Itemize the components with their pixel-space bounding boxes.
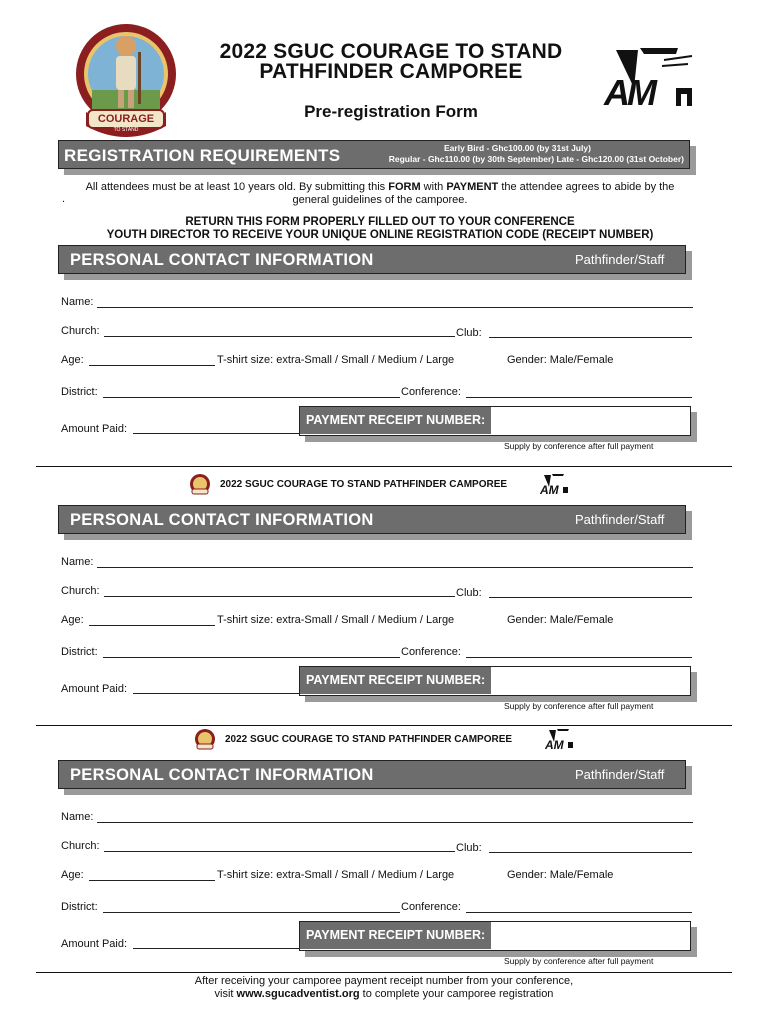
age-field-1[interactable]	[89, 365, 215, 366]
requirements-title: REGISTRATION REQUIREMENTS	[64, 146, 341, 165]
mini-am-logo-icon	[540, 473, 570, 495]
supply-note: Supply by conference after full payment	[504, 701, 654, 711]
am-logo	[604, 44, 698, 112]
conference-field-1[interactable]	[466, 397, 692, 398]
conference-field-3[interactable]	[466, 912, 692, 913]
tshirt-size-options-1[interactable]: T-shirt size: extra-Small / Small / Medium / Large	[217, 354, 455, 366]
name-label: Name:	[61, 296, 94, 308]
club-label: Club:	[456, 327, 482, 339]
amount-paid-label: Amount Paid:	[61, 938, 128, 950]
conference-label: Conference:	[401, 901, 461, 913]
section-role: Pathfinder/Staff	[575, 252, 665, 267]
district-field-1[interactable]	[103, 397, 400, 398]
name-label: Name:	[61, 556, 94, 568]
amount-paid-field-2[interactable]	[133, 693, 299, 694]
tshirt-size-options-3[interactable]: T-shirt size: extra-Small / Small / Medium / Large	[217, 869, 455, 881]
logo-subtext: TO STAND	[113, 127, 139, 133]
district-label: District:	[61, 386, 98, 398]
age-label: Age:	[61, 614, 84, 626]
church-label: Church:	[61, 840, 100, 852]
am-logo-text: AM	[604, 72, 654, 113]
amount-paid-field-1[interactable]	[133, 433, 299, 434]
footer-text: After receiving your camporee payment receipt number from your conference, visit www.sgucadventist.org to complete your camporee registration	[194, 975, 574, 1000]
age-label: Age:	[61, 869, 84, 881]
camporee-logo	[72, 22, 180, 138]
church-field-1[interactable]	[104, 336, 455, 337]
church-label: Church:	[61, 325, 100, 337]
church-field-2[interactable]	[104, 596, 455, 597]
section-role: Pathfinder/Staff	[575, 512, 665, 527]
amount-paid-label: Amount Paid:	[61, 683, 128, 695]
intro-dot: .	[62, 193, 66, 205]
club-label: Club:	[456, 587, 482, 599]
conference-field-2[interactable]	[466, 657, 692, 658]
name-label: Name:	[61, 811, 94, 823]
church-field-3[interactable]	[104, 851, 455, 852]
conference-label: Conference:	[401, 646, 461, 658]
fee-regular-late: Regular - Ghc110.00 (by 30th September) Late - Ghc120.00 (31st October)	[388, 154, 684, 164]
svg-text:AM: AM	[540, 483, 559, 495]
gender-options-3[interactable]: Gender: Male/Female	[507, 869, 614, 881]
payment-receipt-label: PAYMENT RECEIPT NUMBER:	[300, 922, 491, 949]
age-field-3[interactable]	[89, 880, 215, 881]
website-link[interactable]: www.sgucadventist.org	[236, 988, 360, 1000]
gender-options-2[interactable]: Gender: Male/Female	[507, 614, 614, 626]
district-label: District:	[61, 646, 98, 658]
amount-paid-field-3[interactable]	[133, 948, 299, 949]
supply-note: Supply by conference after full payment	[504, 956, 654, 966]
svg-text:AM: AM	[545, 738, 564, 750]
mini-am-logo-icon	[545, 728, 575, 750]
intro-text: All attendees must be at least 10 years old. By submitting this FORM with PAYMENT the attendee agrees to abide by the general guidelines of the camporee.	[85, 181, 675, 206]
supply-note: Supply by conference after full payment	[504, 441, 654, 451]
fee-schedule	[352, 143, 684, 165]
age-field-2[interactable]	[89, 625, 215, 626]
conference-label: Conference:	[401, 386, 461, 398]
age-label: Age:	[61, 354, 84, 366]
section-role: Pathfinder/Staff	[575, 767, 665, 782]
mini-camporee-logo-icon	[194, 728, 216, 752]
name-field-1[interactable]	[97, 307, 693, 308]
club-label: Club:	[456, 842, 482, 854]
tshirt-size-options-2[interactable]: T-shirt size: extra-Small / Small / Medium / Large	[217, 614, 455, 626]
mini-header-title: 2022 SGUC COURAGE TO STAND PATHFINDER CAMPOREE	[220, 479, 508, 490]
district-label: District:	[61, 901, 98, 913]
district-field-3[interactable]	[103, 912, 400, 913]
fee-early-bird: Early Bird - Ghc100.00 (by 31st July)	[444, 143, 591, 153]
section-divider	[36, 972, 732, 973]
club-field-1[interactable]	[489, 337, 692, 338]
name-field-2[interactable]	[97, 567, 693, 568]
section-title: PERSONAL CONTACT INFORMATION	[70, 251, 374, 269]
section-divider	[36, 725, 732, 726]
mini-camporee-logo-icon	[189, 473, 211, 497]
club-field-3[interactable]	[489, 852, 692, 853]
gender-options-1[interactable]: Gender: Male/Female	[507, 354, 614, 366]
name-field-3[interactable]	[97, 822, 693, 823]
page-title: 2022 SGUC COURAGE TO STAND PATHFINDER CAMPOREE	[219, 40, 563, 83]
amount-paid-label: Amount Paid:	[61, 423, 128, 435]
district-field-2[interactable]	[103, 657, 400, 658]
page-subtitle: Pre-registration Form	[304, 102, 478, 121]
club-field-2[interactable]	[489, 597, 692, 598]
payment-receipt-label: PAYMENT RECEIPT NUMBER:	[300, 667, 491, 694]
payment-receipt-label: PAYMENT RECEIPT NUMBER:	[300, 407, 491, 434]
section-title: PERSONAL CONTACT INFORMATION	[70, 766, 374, 784]
section-title: PERSONAL CONTACT INFORMATION	[70, 511, 374, 529]
logo-text: COURAGE	[97, 113, 155, 125]
return-instructions: RETURN THIS FORM PROPERLY FILLED OUT TO YOUR CONFERENCE YOUTH DIRECTOR TO RECEIVE YOUR UNIQUE ONLINE REGISTRATION CODE (RECEIPT NUMBER)	[106, 216, 654, 241]
mini-header-title: 2022 SGUC COURAGE TO STAND PATHFINDER CAMPOREE	[225, 734, 513, 745]
church-label: Church:	[61, 585, 100, 597]
section-divider	[36, 466, 732, 467]
